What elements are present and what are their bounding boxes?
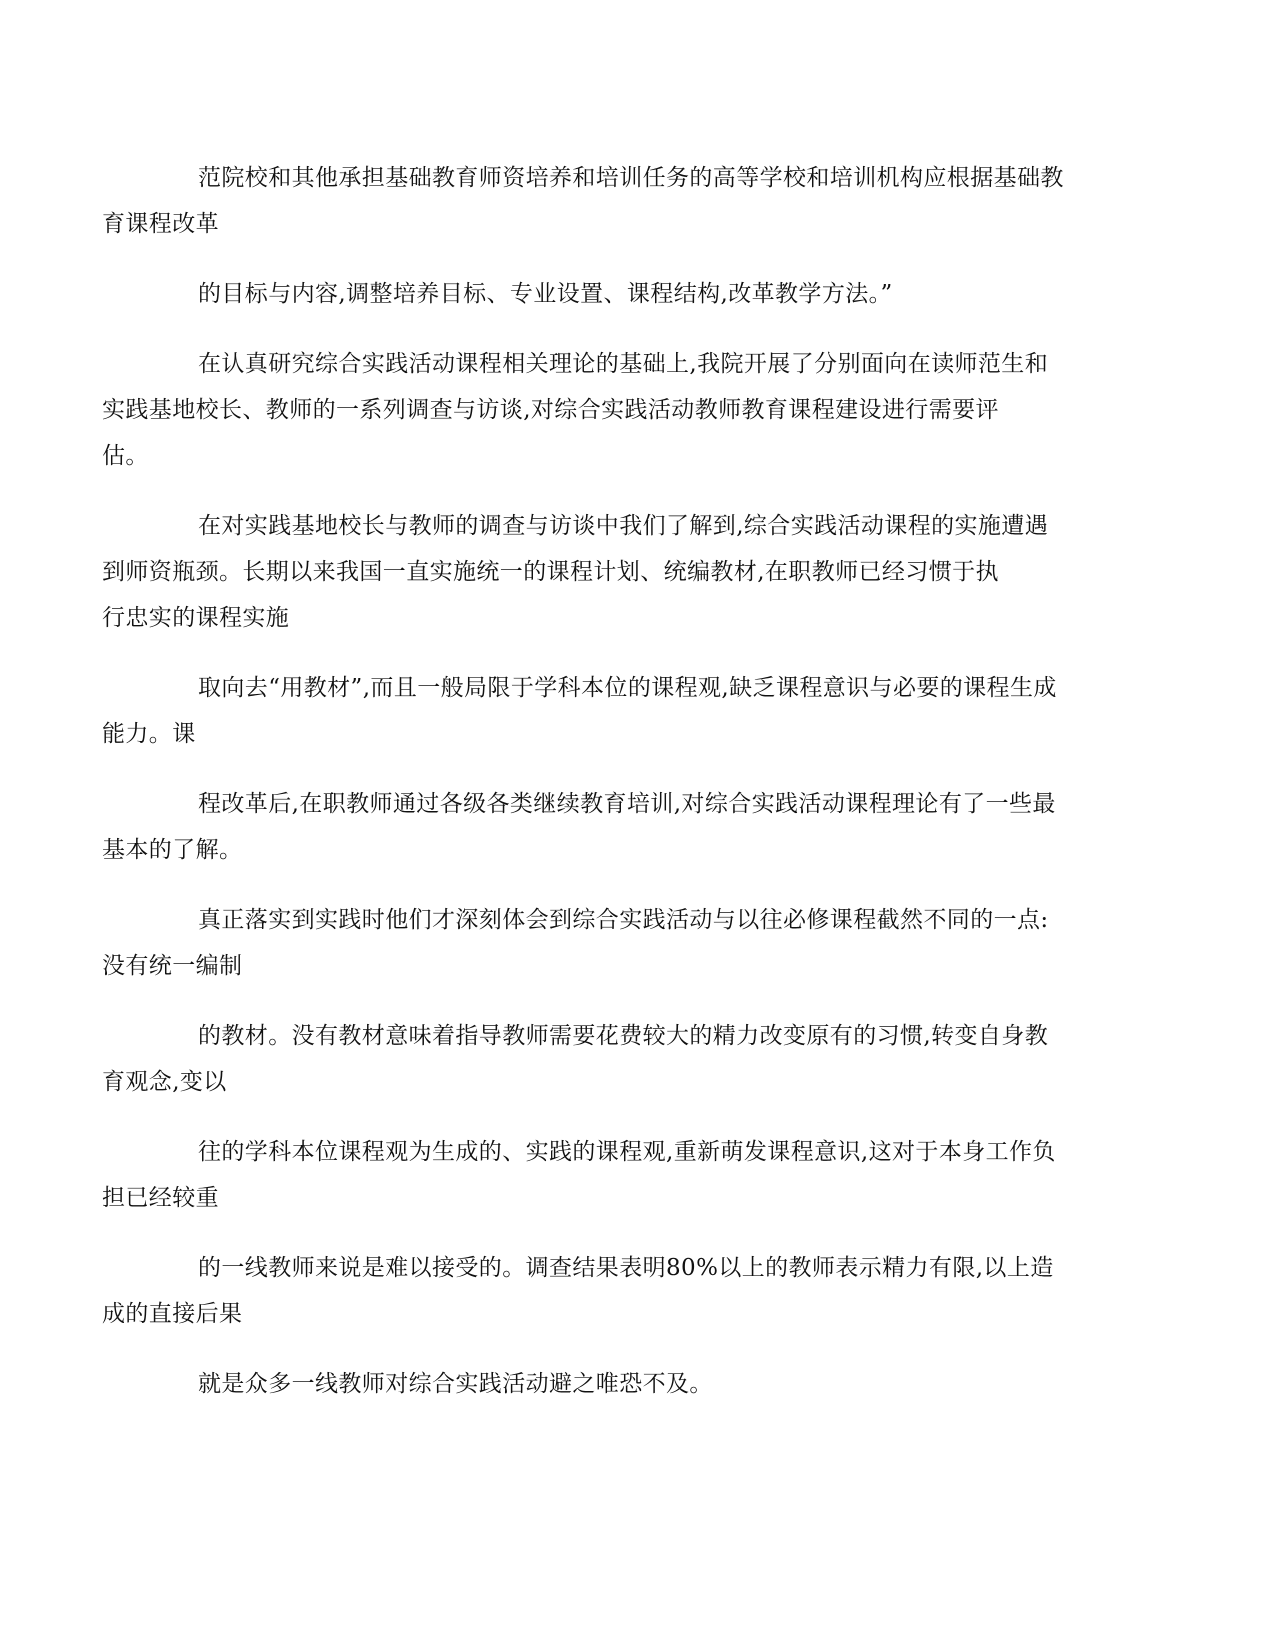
paragraph-9 — [102, 1129, 1110, 1221]
text-line: 能力。课 — [102, 721, 196, 747]
paragraph-10 — [102, 1245, 1110, 1337]
paragraph-4 — [102, 503, 1110, 641]
text-line: 成的直接后果 — [102, 1301, 243, 1327]
paragraph-7 — [102, 897, 1110, 989]
paragraph-11 — [150, 1361, 1110, 1407]
text-line: 没有统一编制 — [102, 953, 243, 979]
text-line: 到师资瓶颈。长期以来我国一直实施统一的课程计划、统编教材,在职教师已经习惯于执 — [102, 559, 999, 585]
text-line: 基本的了解。 — [102, 837, 243, 863]
paragraph-5 — [102, 665, 1110, 757]
text-line: 担已经较重 — [102, 1185, 219, 1211]
text-line: 往的学科本位课程观为生成的、实践的课程观,重新萌发课程意识,这对于本身工作负 — [198, 1139, 1056, 1165]
text-line: 取向去“用教材”,而且一般局限于学科本位的课程观,缺乏课程意识与必要的课程生成 — [198, 675, 1057, 701]
text-line: 实践基地校长、教师的一系列调查与访谈,对综合实践活动教师教育课程建设进行需要评 — [102, 397, 999, 423]
text-line: 在对实践基地校长与教师的调查与访谈中我们了解到,综合实践活动课程的实施遭遇 — [198, 513, 1049, 539]
text-line: 估。 — [102, 443, 149, 469]
text-line: 的目标与内容,调整培养目标、专业设置、课程结构,改革教学方法。” — [198, 281, 893, 307]
paragraph-1 — [102, 155, 1110, 247]
text-line: 育观念,变以 — [102, 1069, 227, 1095]
text-line: 行忠实的课程实施 — [102, 605, 290, 631]
text-line: 的一线教师来说是难以接受的。调查结果表明80%以上的教师表示精力有限,以上造 — [198, 1255, 1054, 1281]
text-line: 在认真研究综合实践活动课程相关理论的基础上,我院开展了分别面向在读师范生和 — [198, 351, 1049, 377]
text-line: 育课程改革 — [102, 211, 219, 237]
text-line: 真正落实到实践时他们才深刻体会到综合实践活动与以往必修课程截然不同的一点: — [198, 907, 1049, 933]
text-line: 程改革后,在职教师通过各级各类继续教育培训,对综合实践活动课程理论有了一些最 — [198, 791, 1056, 817]
paragraph-6 — [102, 781, 1110, 873]
text-line: 的教材。没有教材意味着指导教师需要花费较大的精力改变原有的习惯,转变自身教 — [198, 1023, 1049, 1049]
text-line: 就是众多一线教师对综合实践活动避之唯恐不及。 — [198, 1371, 713, 1397]
document-body — [102, 155, 1110, 1431]
paragraph-8 — [102, 1013, 1110, 1105]
paragraph-3 — [102, 341, 1110, 479]
paragraph-2 — [150, 271, 1110, 317]
text-line: 范院校和其他承担基础教育师资培养和培训任务的高等学校和培训机构应根据基础教 — [198, 165, 1064, 191]
